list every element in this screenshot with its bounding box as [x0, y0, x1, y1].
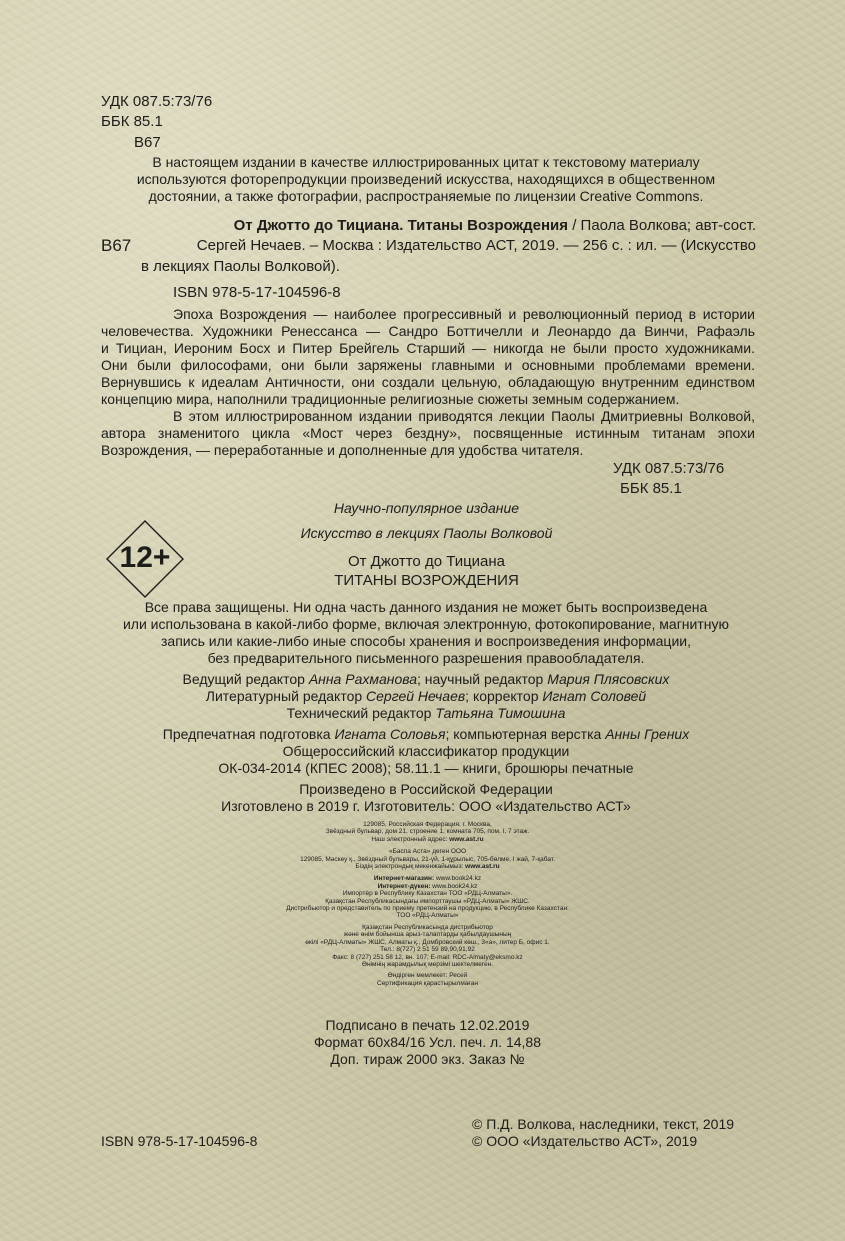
shop-label: Интернет-дүкен:	[377, 882, 433, 890]
age-rating-badge	[105, 519, 185, 599]
distributor-line: өкілі «РДЦ-Алматы» ЖШС, Алматы қ., Домбровский көш., 3«а», литер Б, офис 1.	[305, 938, 550, 946]
email-line	[200, 836, 655, 843]
credit-person: Мария Плясовских	[547, 671, 670, 687]
credit-person: Анна Рахманова	[308, 671, 418, 687]
series-name: Искусство в лекциях Паолы Волковой	[300, 525, 553, 541]
credit-person: Игната Соловья	[334, 726, 446, 742]
notice-line: достоянии, а также фотографии, распространяемые по лицензии Creative Commons.	[148, 188, 704, 204]
production-line: Произведено в Российской Федерации	[299, 781, 553, 797]
classifier-line: Общероссийский классификатор продукции	[282, 743, 570, 759]
shop-link: www.book24.kz	[432, 882, 478, 890]
importer-line: ТОО «РДЦ-Алматы»	[396, 912, 459, 920]
record-line-3: в лекциях Паолы Волковой).	[141, 258, 340, 275]
production-block	[100, 781, 752, 815]
credit-person: Сергей Нечаев	[366, 688, 466, 704]
credit-person: Татьяна Тимошина	[435, 705, 566, 721]
edition-type: Научно-популярное издание	[333, 500, 520, 516]
website-link: www.ast.ru	[449, 835, 484, 843]
publisher-info	[200, 821, 655, 987]
shop-line	[200, 875, 655, 882]
phone-line: Тел.: 8(727) 2 51 59 89,90,91,92	[380, 946, 475, 954]
email-label: Біздің электрондық мекенжайымыз:	[355, 863, 466, 871]
print-line: Формат 60x84/16 Усл. печ. л. 14,88	[314, 1034, 541, 1050]
record-isbn: ISBN 978-5-17-104596-8	[173, 284, 341, 301]
abstract-udk: УДК 087.5:73/76	[613, 460, 725, 477]
abstract-bbk: ББК 85.1	[620, 480, 682, 497]
abstract-p2	[101, 408, 755, 459]
credit-role: Предпечатная подготовка	[162, 726, 335, 742]
credits-line	[100, 726, 752, 743]
credit-role: Ведущий редактор	[182, 671, 309, 687]
address-line: 129085, Российская Федерация, г. Москва,	[363, 821, 492, 828]
age-rating-text: 12+	[119, 541, 171, 574]
rights-line: запись или какие-либо иные способы хранения и воспроизведения информации,	[161, 633, 691, 649]
classifier-line: ОК-034-2014 (КПЕС 2008); 58.11.1 — книги, брошюры печатные	[218, 760, 634, 776]
bbk-code: ББК 85.1	[101, 113, 163, 130]
credits-line	[100, 705, 752, 722]
record-author: / Паола Волкова; авт-сост.	[568, 217, 756, 234]
credit-person: Анны Грених	[605, 726, 690, 742]
abstract-line: концепцию мира, наполнили традиционные религиозные сюжеты земным содержанием.	[101, 391, 680, 407]
print-line: Доп. тираж 2000 экз. Заказ №	[330, 1051, 525, 1067]
distributor-line: Қазақстан Республикасында дистрибьютор	[362, 923, 493, 931]
credit-role: Литературный редактор	[205, 688, 367, 704]
subtitle: От Джотто до Тициана	[347, 553, 506, 570]
certification-line: Сертификация қарастырылмаған	[377, 979, 478, 987]
rights-line: без предварительного письменного разрешения правообладателя.	[207, 650, 645, 666]
shop-link: www.book24.kz	[435, 875, 482, 883]
importer-line: Дистрибьютор и представитель по приему претензий на продукцию, в Республике Казахстан:	[286, 905, 569, 913]
rights-block	[100, 599, 752, 667]
notice-block	[100, 154, 752, 205]
credit-role: ; компьютерная верстка	[445, 726, 606, 742]
notice-line: используются фоторепродукции произведений искусства, находящихся в общественном	[136, 171, 716, 187]
record-code: В67	[101, 236, 132, 255]
credits-line	[100, 688, 752, 705]
email-label: Наш электронный адрес:	[371, 835, 450, 843]
author-mark: В67	[134, 134, 161, 151]
shop-label: Интернет-магазин:	[373, 875, 436, 883]
credit-role: Технический редактор	[286, 705, 436, 721]
distributor-line: және өнім бойынша арыз-талаптарды қабылдаушының	[343, 931, 512, 939]
credit-role: ; научный редактор	[417, 671, 548, 687]
print-line: Подписано в печать 12.02.2019	[325, 1017, 530, 1033]
address-line: 129085, Мәскеу қ., Звёздный бульвары, 21-үй, 1-құрылыс, 705-бөлме, I жай, 7-қабат.	[300, 855, 555, 863]
credits-line	[100, 671, 752, 688]
abstract-line: Вернувшись к идеалам Античности, они создали цельную, обладающую внутренним единством	[101, 374, 755, 390]
credit-role: ; корректор	[465, 688, 543, 704]
abstract-line: и Тициан, Иероним Босх и Питер Брейгель Старший — никогда не были просто художниками.	[101, 340, 755, 356]
rights-line: или использована в какой-либо форме, включая электронную, фотокопирование, магнитную	[122, 616, 730, 632]
fax-line: Факс: 8 (727) 251 58 12, вн. 107; E-mail: RDC-Almaty@eksmo.kz	[332, 953, 523, 961]
abstract-p1	[101, 306, 755, 408]
print-details	[200, 1017, 655, 1068]
origin-line: Өндірген мемлекет: Ресей	[387, 972, 468, 980]
address-line: «Баспа Аста» деген ООО	[388, 848, 467, 856]
email-line	[200, 863, 655, 870]
abstract-line: человечества. Художники Ренессанса — Сандро Боттичелли и Леонардо да Винчи, Рафаэль	[101, 323, 755, 339]
record-line-2: Сергей Нечаев. – Москва : Издательство АСТ, 2019. — 256 с. : ил. — (Искусство	[196, 237, 756, 254]
abstract-line: В этом иллюстрированном издании приводятся лекции Паолы Дмитриевны Волковой,	[173, 408, 755, 424]
classifier-block	[100, 743, 752, 777]
validity-line: Өнімнің жарамдылық мерзімі шектелмеген.	[361, 960, 494, 968]
website-link: www.ast.ru	[465, 863, 500, 871]
copyright-author: © П.Д. Волкова, наследники, текст, 2019	[472, 1116, 735, 1132]
footer-isbn: ISBN 978-5-17-104596-8	[101, 1133, 258, 1149]
abstract-line: Возрождения, — переработанные и дополненные для удобства читателя.	[101, 442, 584, 458]
abstract-line: автора знаменитого цикла «Мост через бездну», посвященные истинным титанам эпохи	[101, 425, 755, 441]
address-line: Звёздный бульвар, дом 21, строение 1, комната 705, пом. I, 7 этаж.	[325, 828, 530, 836]
abstract-line: Эпоха Возрождения — наиболее прогрессивный и революционный период в истории	[173, 306, 755, 322]
abstract-line: Они были философами, они были заряжены главными и основными проблемами времени.	[101, 357, 755, 373]
book-title: От Джотто до Тициана. Титаны Возрождения	[233, 217, 569, 234]
importer-line: Қазақстан Республикасындағы импорттаушы «РДЦ-Алматы» ЖШС.	[325, 897, 530, 905]
importer-line: Импортёр в Республику Казахстан ТОО «РДЦ-Алматы».	[342, 890, 513, 898]
production-line: Изготовлено в 2019 г. Изготовитель: ООО «Издательство АСТ»	[221, 798, 631, 814]
rights-line: Все права защищены. Ни одна часть данного издания не может быть воспроизведена	[144, 599, 708, 615]
copyright-publisher: © ООО «Издательство АСТ», 2019	[472, 1133, 698, 1149]
main-title: ТИТАНЫ ВОЗРОЖДЕНИЯ	[334, 572, 519, 589]
record-line-1	[140, 216, 756, 235]
udk-code: УДК 087.5:73/76	[101, 93, 213, 110]
notice-line: В настоящем издании в качестве иллюстрированных цитат к текстовому материалу	[152, 154, 700, 170]
credits-block	[100, 671, 752, 743]
credit-person: Игнат Соловей	[542, 688, 647, 704]
